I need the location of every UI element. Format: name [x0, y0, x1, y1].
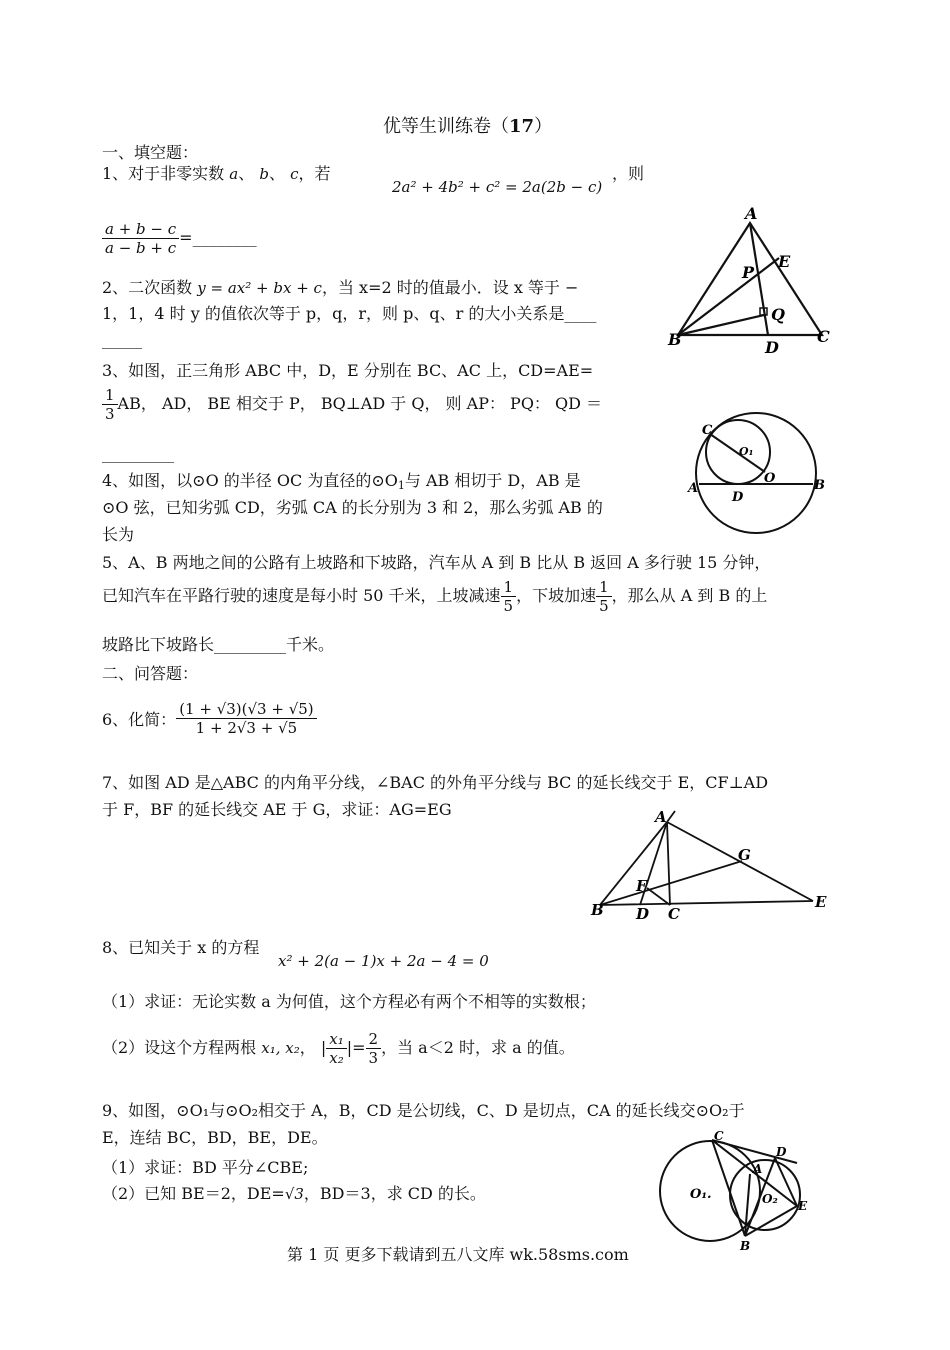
- q9-part2: （2）已知 BE＝2，DE=√3，BD＝3，求 CD 的长。: [102, 1184, 486, 1203]
- q3-line3: _________: [102, 444, 174, 463]
- fig3-label-a: A: [655, 808, 667, 826]
- q8-part2: （2）设这个方程两根 x₁, x₂， | $\frac{\text{x₁}}{\text{x₂}}$ |= $\frac{2}{3}$ ，当 a＜2 时，求 a 的值。: [102, 1030, 575, 1067]
- fig1-label-d: D: [765, 338, 779, 355]
- fig4-label-a: A: [753, 1162, 763, 1176]
- q1-line1: 1、对于非零实数 a、 b、 c，若: [102, 164, 331, 183]
- fig4-label-b: B: [740, 1239, 751, 1253]
- fig3-label-d: D: [636, 905, 650, 923]
- fig2-label-a: A: [688, 481, 699, 496]
- fig3-label-e: E: [815, 893, 827, 911]
- fig2-label-d: D: [732, 490, 744, 505]
- q8-equation: x² + 2(a − 1)x + 2a − 4 = 0: [278, 952, 489, 970]
- q9-part1: （1）求证：BD 平分∠CBE;: [102, 1158, 309, 1177]
- triangle-figure-q7: [585, 805, 830, 925]
- fig1-label-e: E: [778, 252, 791, 271]
- q1-equation: 2a² + 4b² + c² = 2a(2b − c): [392, 178, 603, 196]
- q2-line3: _____: [102, 330, 142, 349]
- q5-line1: 5、A、B 两地之间的公路有上坡路和下坡路，汽车从 A 到 B 比从 B 返回 A 多行驶 15 分钟，: [102, 553, 771, 572]
- fig4-label-e: E: [798, 1199, 808, 1213]
- triangle-figure-q3: [660, 195, 840, 355]
- fig1-label-b: B: [668, 330, 682, 349]
- fig2-label-o1: O₁: [739, 445, 754, 458]
- q3-line2: $\frac{1}{3}$ AB， AD， BE 相交于 P， BQ⊥AD 于 Q， 则 AP： PQ： QD ＝: [102, 386, 602, 423]
- fig2-label-b: B: [814, 478, 825, 493]
- fig3-label-c: C: [668, 905, 680, 923]
- fig2-label-c: C: [702, 423, 713, 438]
- fig3-label-b: B: [591, 901, 604, 919]
- q1-then: ，则: [612, 164, 645, 183]
- q4-line1: 4、如图，以⊙O 的半径 OC 为直径的$⊙O_1$与 AB 相切于 D，AB 是: [102, 471, 581, 492]
- fig1-label-q: Q: [771, 305, 785, 324]
- fig4-label-d: D: [776, 1145, 787, 1159]
- fig4-label-o1: O₁.: [690, 1187, 712, 1202]
- page-title: 优等生训练卷（17）: [383, 116, 553, 137]
- q6: 6、化简： $\frac{(1 + √3)(√3 + √5)}{1 + 2√3 + √5}$: [102, 700, 317, 737]
- q5-line2: 已知汽车在平路行驶的速度是每小时 50 千米，上坡减速 $\frac{1}{5}$ ，下坡加速 $\frac{1}{5}$ ，那么从 A 到 B 的上: [102, 578, 768, 615]
- q3-line1: 3、如图，正三角形 ABC 中，D，E 分别在 BC、AC 上，CD=AE=: [102, 361, 594, 380]
- q4-line2: ⊙O 弦，已知劣弧 CD，劣弧 CA 的长分别为 3 和 2，那么劣弧 AB 的: [102, 498, 603, 517]
- fig3-label-f: F: [636, 877, 647, 895]
- q9-line2: E，连结 BC，BD，BE，DE。: [102, 1128, 328, 1147]
- q9-line1: 9、如图，⊙O₁与⊙O₂相交于 A，B，CD 是公切线，C、D 是切点，CA 的延长线交⊙O₂于: [102, 1101, 745, 1120]
- q5-line3: 坡路比下坡路长_________千米。: [102, 635, 335, 654]
- q7-line1: 7、如图 AD 是△ABC 的内角平分线，∠BAC 的外角平分线与 BC 的延长线交于 E，CF⊥AD: [102, 773, 769, 792]
- q8-line1: 8、已知关于 x 的方程: [102, 938, 260, 957]
- fig3-label-g: G: [738, 846, 751, 864]
- fig4-label-c: C: [714, 1129, 724, 1143]
- q4-line3: 长为: [102, 525, 135, 544]
- q2-line2: 1，1，4 时 y 的值依次等于 p，q，r，则 p、q、r 的大小关系是____: [102, 304, 597, 323]
- section-fill-in: 一、填空题：: [102, 143, 199, 162]
- fig1-label-a: A: [745, 204, 758, 223]
- section-questions: 二、问答题：: [102, 664, 199, 683]
- fig1-label-c: C: [817, 327, 830, 346]
- q7-line2: 于 F，BF 的延长线交 AE 于 G，求证：AG=EG: [102, 800, 452, 819]
- page-footer: 第 1 页 更多下载请到五八文库 wk.58sms.com: [287, 1245, 629, 1264]
- q2-line1: 2、二次函数 y = ax² + bx + c，当 x=2 时的值最小．设 x 等于 −: [102, 278, 579, 297]
- q1-fraction: $\frac{a + b - c}{a - b + c}$ =________: [102, 220, 257, 257]
- fig4-label-o2: O₂: [762, 1192, 778, 1206]
- fig1-label-p: P: [742, 263, 755, 282]
- q8-part1: （1）求证：无论实数 a 为何值，这个方程必有两个不相等的实数根；: [102, 992, 596, 1011]
- circle-figure-q4: [680, 410, 830, 540]
- fig2-label-o: O: [764, 471, 776, 486]
- circles-figure-q9: [650, 1128, 820, 1253]
